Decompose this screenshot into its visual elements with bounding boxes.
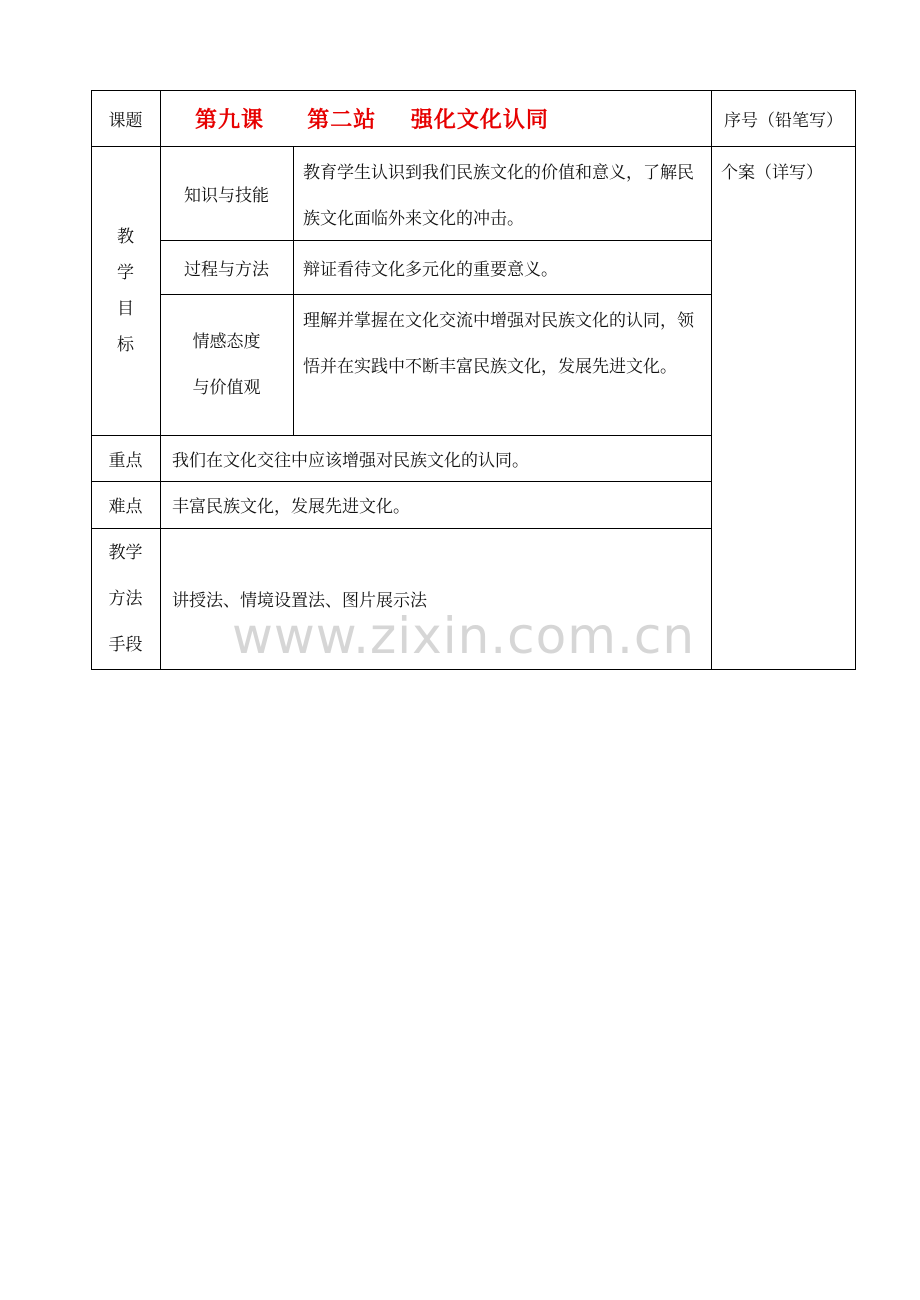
knowledge-skills-label: 知识与技能 [184, 185, 269, 206]
watermark: www.zixin.com.cn [232, 607, 696, 665]
objectives-label-char: 标 [117, 334, 134, 355]
lesson-plan-table [91, 90, 856, 670]
attitude-values-label-line: 情感态度 [192, 331, 261, 352]
difficulty-label: 难点 [108, 497, 143, 517]
methods-text: 讲授法、情境设置法、图片展示法 [172, 591, 427, 611]
methods-label-line: 手段 [108, 634, 143, 655]
methods-label [91, 528, 160, 669]
attitude-values-text: 理解并掌握在文化交流中增强对民族文化的认同，领悟并在实践中不断丰富民族文化，发展先进文化。 [303, 311, 694, 377]
attitude-values-label-line: 与价值观 [192, 377, 261, 398]
case-note: 个案（详写） [721, 163, 823, 183]
lesson-title: 第九课 第二站 强化文化认同 [195, 106, 549, 133]
objectives-label-char: 教 [117, 226, 134, 247]
topic-label: 课题 [108, 110, 143, 131]
knowledge-skills-text: 教育学生认识到我们民族文化的价值和意义，了解民族文化面临外来文化的冲击。 [303, 163, 694, 229]
methods-label-line: 教学 [108, 542, 143, 563]
objectives-label-char: 学 [117, 262, 134, 283]
serial-label: 序号（铅笔写） [724, 110, 843, 131]
objectives-label-char: 目 [117, 298, 134, 319]
methods-label-line: 方法 [108, 588, 143, 609]
process-methods-label: 过程与方法 [184, 259, 269, 280]
key-point-text: 我们在文化交往中应该增强对民族文化的认同。 [172, 450, 529, 471]
process-methods-text: 辩证看待文化多元化的重要意义。 [303, 259, 558, 280]
attitude-values-label [160, 294, 293, 435]
key-point-label: 重点 [108, 450, 143, 471]
objectives-label [91, 146, 160, 435]
difficulty-text: 丰富民族文化，发展先进文化。 [172, 497, 410, 517]
